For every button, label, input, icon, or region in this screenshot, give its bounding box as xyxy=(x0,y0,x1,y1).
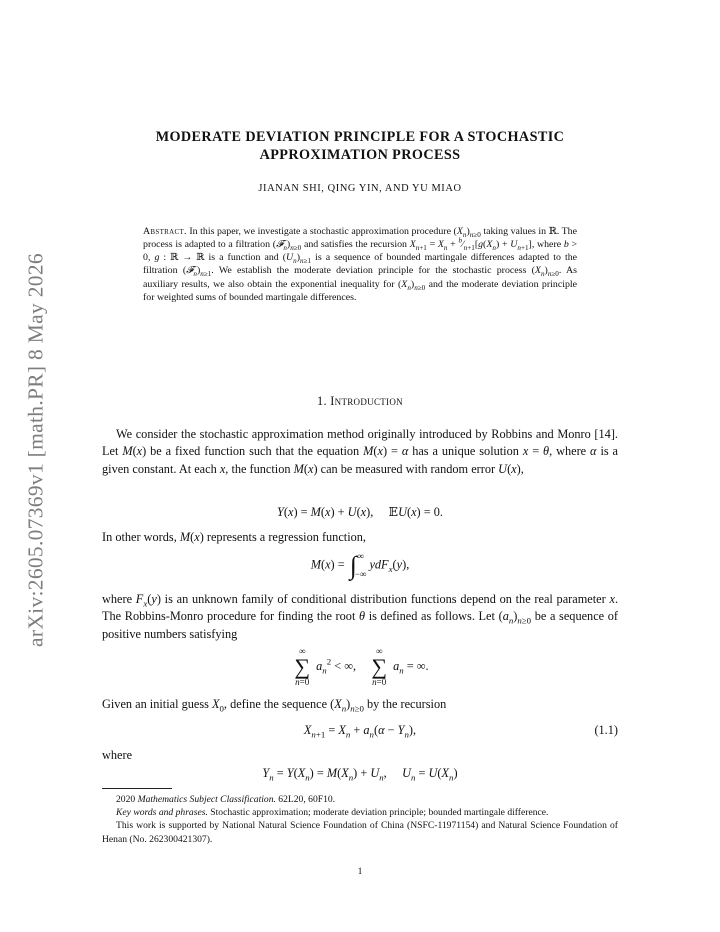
abstract: Abstract. In this paper, we investigate a stochastic approximation procedure $(X_n)_{n\ge 0}$ taking values in ℝ. The process is adapted to a filtration $(𝓕_n)_{n\ge 0}$ and satisfies the recursion $X_{n+1} = X_n$ + $^b⁄_{n+1}[g(X_n) + U_{n+1}]$, where b > 0, g : ℝ → ℝ is a function and $(U_n)_{n\ge 1}$ is a sequence of bounded martingale differences adapted to the filtration $(𝓕_n)_{n\ge 1}$. We establish the moderate deviation principle for the stochastic process $(X_n)_{n\ge 0}$. As auxiliary results, we also obtain the exponential inequality for $(X_n)_{n\ge 0}$ and the moderate deviation principle for weighted sums of bounded martingale differences. xyxy=(143,226,578,303)
intro-paragraph-1: We consider the stochastic approximation method originally introduced by Robbins and Monro [14]. Let M(x) be a fixed function such that the equation M(x) = α has a unique solution x = θ, where α is a given constant. At each x, the function M(x) can be measured with random error U(x), xyxy=(102,427,619,476)
equation-number: (1.1) xyxy=(594,723,618,737)
section-title: Introduction xyxy=(330,394,403,408)
page-number: 1 xyxy=(357,866,363,877)
equation-measurement: Y(x) = M(x) + U(x), 𝔼U(x) = 0. xyxy=(277,505,443,519)
equation-regression-integral: M(x) = ∫ ∞ −∞ ydF$_x$(y), xyxy=(310,550,410,580)
footnote-msc: 2020 Mathematics Subject Classification. 62L20, 60F10. xyxy=(116,794,336,805)
equation-observation: $Y_n = Y(X_n) = M(X_n) + U_n$, $U_n = U(X_n)$ xyxy=(262,766,458,783)
line-given-initial-guess: Given an initial guess $X_0$, define the sequence $(X_n)_{n\ge 0}$ by the recursion xyxy=(102,697,447,714)
equation-step-size-conditions: ∞ ∑ n=0 $a_n^2$ < ∞, ∞ ∑ n=0 $a_n$ = ∞. xyxy=(294,646,429,687)
section-heading-introduction xyxy=(102,394,618,409)
footnote-support: This work is supported by National Natural Science Foundation of China (NSFC-11971154) and Natural Science Foundation of Henan (No. 262300421307). xyxy=(102,820,618,845)
equation-1-1-recursion: $X_{n+1} = X_n + a_n(\alpha - Y_n)$, (1.1) xyxy=(303,723,618,740)
footnotes xyxy=(102,793,618,846)
title-line-2: APPROXIMATION PROCESS xyxy=(259,146,461,163)
intro-paragraph-2: where $F_x(y)$ is an unknown family of conditional distribution functions depend on the real parameter x. The Robbins-Monro procedure for finding the root θ is defined as follows. Let $(a_n)_{n\ge 0}$ be a sequence of positive numbers satisfying xyxy=(102,592,619,641)
footnote-keywords: Key words and phrases. Stochastic approximation; moderate deviation principle; bounded martingale difference. xyxy=(116,807,549,819)
title-line-1: MODERATE DEVIATION PRINCIPLE FOR A STOCHASTIC xyxy=(155,129,565,145)
line-where: where xyxy=(102,748,133,762)
section-number: 1. xyxy=(317,394,327,408)
line-other-words: In other words, M(x) represents a regression function, xyxy=(102,530,366,544)
authors: JIANAN SHI, QING YIN, AND YU MIAO xyxy=(258,183,462,194)
arxiv-stamp-text: arXiv:2605.07369v1 [math.PR] 8 May 2026 xyxy=(23,253,48,647)
paper-title xyxy=(102,129,618,164)
abstract-label: Abstract. xyxy=(143,226,187,237)
footnote-rule xyxy=(102,788,172,789)
